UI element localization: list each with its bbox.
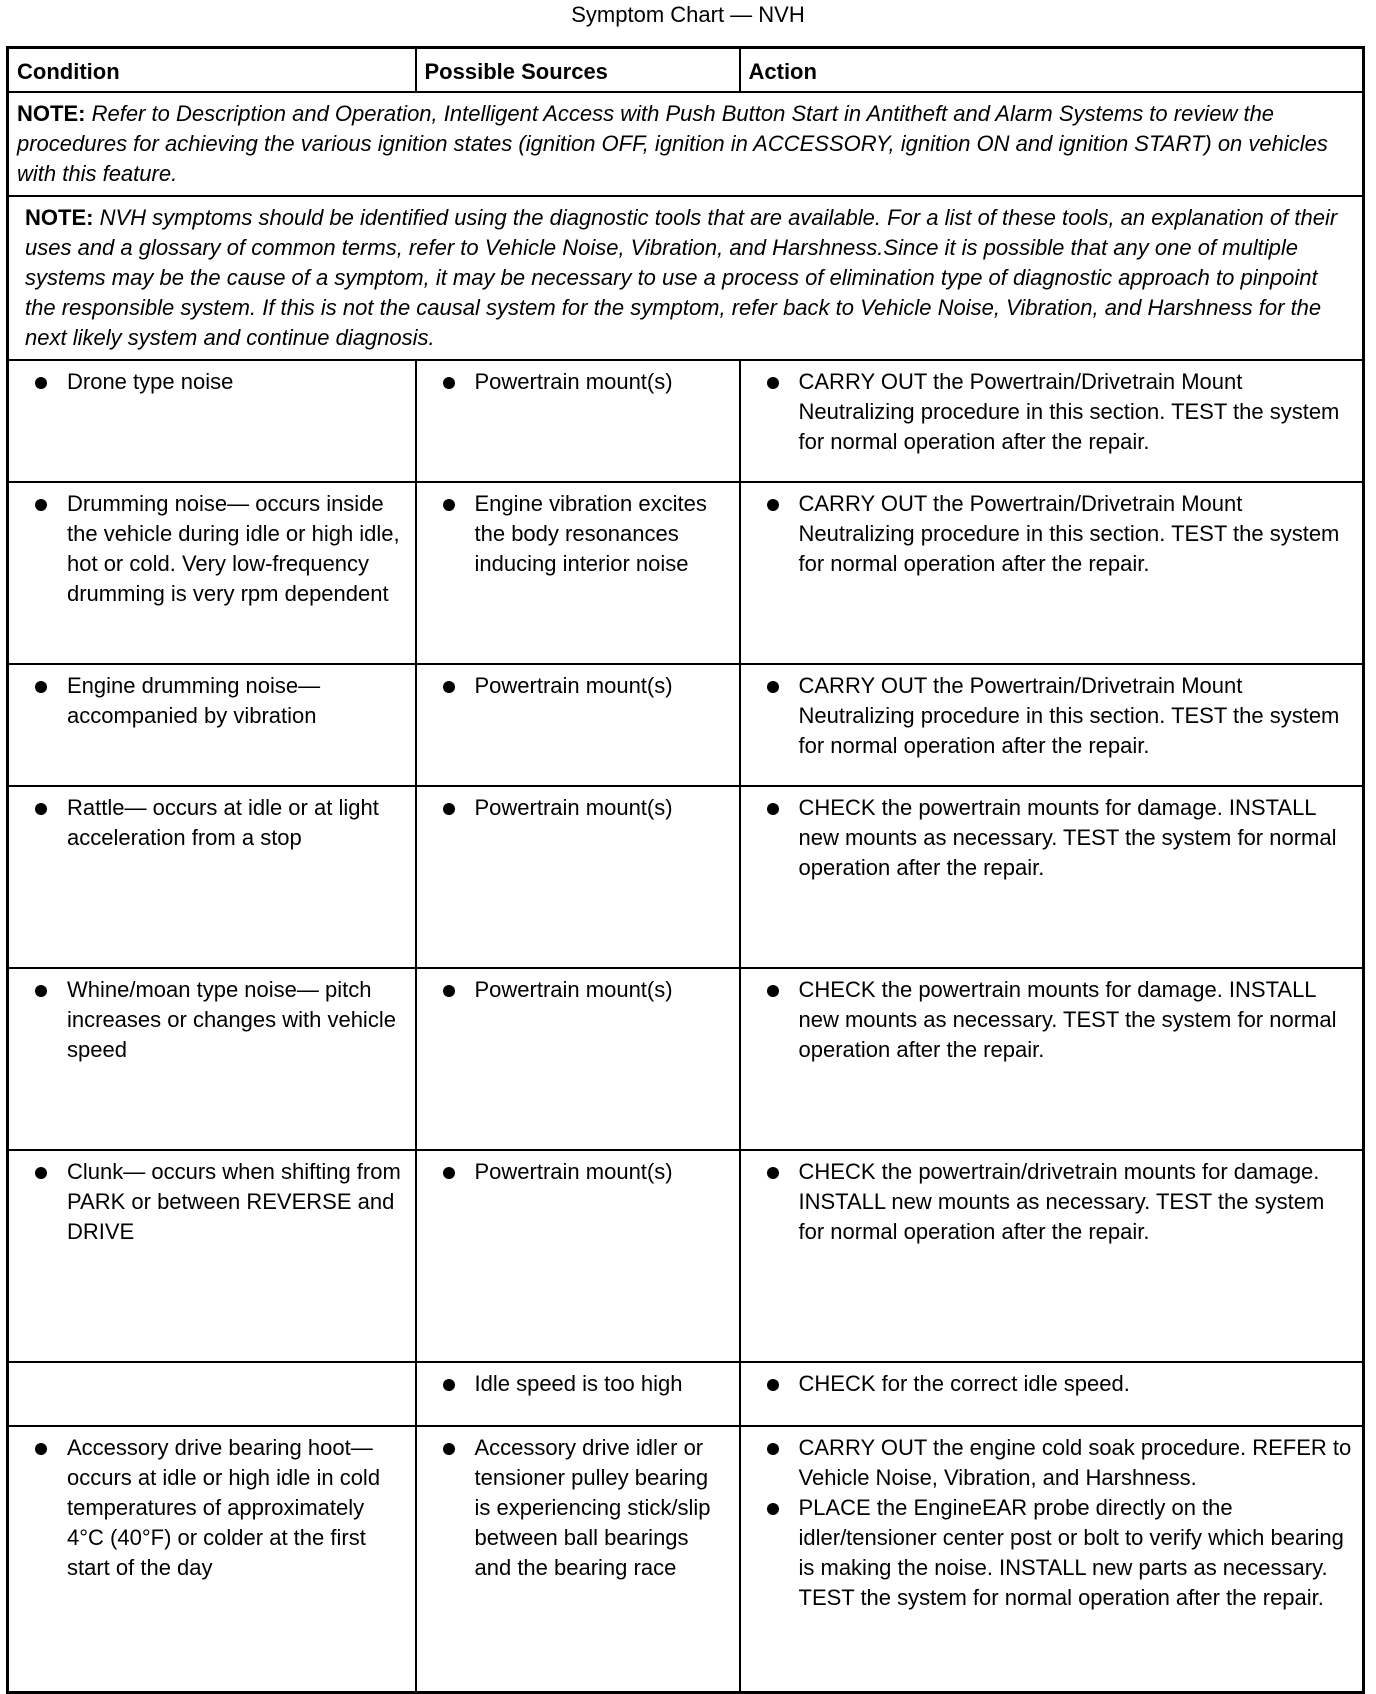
note-paragraph: [25, 203, 1342, 353]
sources-cell: [416, 968, 740, 1150]
action-item: CARRY OUT the Powertrain/Drivetrain Mount Neutralizing procedure in this section. TEST the system for normal operation after the repair.: [763, 671, 1353, 761]
action-item: PLACE the EngineEAR probe directly on the idler/tensioner center post or bolt to verify which bearing is making the noise. INSTALL new parts as necessary. TEST the system for normal operation after the repair.: [763, 1493, 1353, 1613]
header-possible-sources: Possible Sources: [416, 48, 740, 92]
action-item: CARRY OUT the Powertrain/Drivetrain Mount Neutralizing procedure in this section. TEST the system for normal operation after the repair.: [763, 489, 1353, 579]
condition-cell: [8, 482, 416, 664]
condition-item: Drone type noise: [31, 367, 405, 397]
sources-cell: [416, 1426, 740, 1693]
condition-cell: [8, 664, 416, 786]
header-row: [8, 48, 1364, 92]
condition-cell: [8, 1362, 416, 1426]
symptom-row: [8, 360, 1364, 482]
symptom-row: [8, 968, 1364, 1150]
condition-cell: [8, 1426, 416, 1693]
action-cell: [740, 360, 1364, 482]
action-cell: [740, 1150, 1364, 1362]
source-item: Powertrain mount(s): [439, 671, 729, 701]
symptom-row: [8, 786, 1364, 968]
sources-cell: [416, 1362, 740, 1426]
symptom-row: [8, 482, 1364, 664]
condition-item: Whine/moan type noise— pitch increases or changes with vehicle speed: [31, 975, 405, 1065]
note-text: Refer to Description and Operation, Intelligent Access with Push Button Start in Antitheft and Alarm Systems to review the procedures for achieving the various ignition states (ignition OFF, ignition in ACCESSORY, ignition ON and ignition START) on vehicles with this feature.: [17, 100, 1328, 186]
chart-title: Symptom Chart — NVH: [571, 2, 805, 27]
condition-item: Rattle— occurs at idle or at light acceleration from a stop: [31, 793, 405, 853]
action-item: CARRY OUT the engine cold soak procedure. REFER to Vehicle Noise, Vibration, and Harshness.: [763, 1433, 1353, 1493]
condition-cell: [8, 1150, 416, 1362]
condition-item: Engine drumming noise— accompanied by vibration: [31, 671, 405, 731]
note-paragraph: [17, 99, 1342, 189]
symptom-row: [8, 1362, 1364, 1426]
condition-cell: [8, 360, 416, 482]
action-item: CHECK for the correct idle speed.: [763, 1369, 1353, 1399]
note-cell: [8, 92, 1364, 196]
condition-item: Clunk— occurs when shifting from PARK or between REVERSE and DRIVE: [31, 1157, 405, 1247]
action-item: CHECK the powertrain/drivetrain mounts for damage. INSTALL new mounts as necessary. TEST the system for normal operation after the repair.: [763, 1157, 1353, 1247]
source-item: Powertrain mount(s): [439, 1157, 729, 1187]
note-cell: [8, 196, 1364, 360]
header-condition: Condition: [8, 48, 416, 92]
action-cell: [740, 664, 1364, 786]
symptom-row: [8, 1426, 1364, 1693]
sources-cell: [416, 482, 740, 664]
source-item: Powertrain mount(s): [439, 793, 729, 823]
action-cell: [740, 968, 1364, 1150]
source-item: Engine vibration excites the body resonances inducing interior noise: [439, 489, 729, 579]
sources-cell: [416, 786, 740, 968]
source-item: Accessory drive idler or tensioner pulley bearing is experiencing stick/slip between ball bearings and the bearing race: [439, 1433, 729, 1583]
action-item: CHECK the powertrain mounts for damage. INSTALL new mounts as necessary. TEST the system for normal operation after the repair.: [763, 793, 1353, 883]
symptom-row: [8, 1150, 1364, 1362]
note-text: NVH symptoms should be identified using the diagnostic tools that are available. For a list of these tools, an explanation of their uses and a glossary of common terms, refer to Vehicle Noise, Vibration, and Harshness.Since it is possible that any one of multiple systems may be the cause of a symptom, it may be necessary to use a process of elimination type of diagnostic approach to pinpoint the responsible system. If this is not the causal system for the symptom, refer back to Vehicle Noise, Vibration, and Harshness for the next likely system and continue diagnosis.: [25, 204, 1338, 350]
condition-cell: [8, 968, 416, 1150]
header-action: Action: [740, 48, 1364, 92]
action-cell: [740, 1426, 1364, 1693]
action-cell: [740, 482, 1364, 664]
source-item: Powertrain mount(s): [439, 975, 729, 1005]
symptom-row: [8, 664, 1364, 786]
action-cell: [740, 786, 1364, 968]
sources-cell: [416, 1150, 740, 1362]
sources-cell: [416, 360, 740, 482]
note-label: NOTE:: [17, 100, 86, 126]
action-item: CARRY OUT the Powertrain/Drivetrain Mount Neutralizing procedure in this section. TEST the system for normal operation after the repair.: [763, 367, 1353, 457]
condition-cell: [8, 786, 416, 968]
symptom-chart-table: [6, 46, 1365, 1694]
source-item: Idle speed is too high: [439, 1369, 729, 1399]
source-item: Powertrain mount(s): [439, 367, 729, 397]
condition-item: Drumming noise— occurs inside the vehicle during idle or high idle, hot or cold. Very low-frequency drumming is very rpm dependent: [31, 489, 405, 609]
note-row: [8, 196, 1364, 360]
action-cell: [740, 1362, 1364, 1426]
note-label: NOTE:: [25, 204, 94, 230]
condition-item: Accessory drive bearing hoot— occurs at idle or high idle in cold temperatures of approximately 4°C (40°F) or colder at the first start of the day: [31, 1433, 405, 1583]
note-row: [8, 92, 1364, 196]
sources-cell: [416, 664, 740, 786]
action-item: CHECK the powertrain mounts for damage. INSTALL new mounts as necessary. TEST the system for normal operation after the repair.: [763, 975, 1353, 1065]
